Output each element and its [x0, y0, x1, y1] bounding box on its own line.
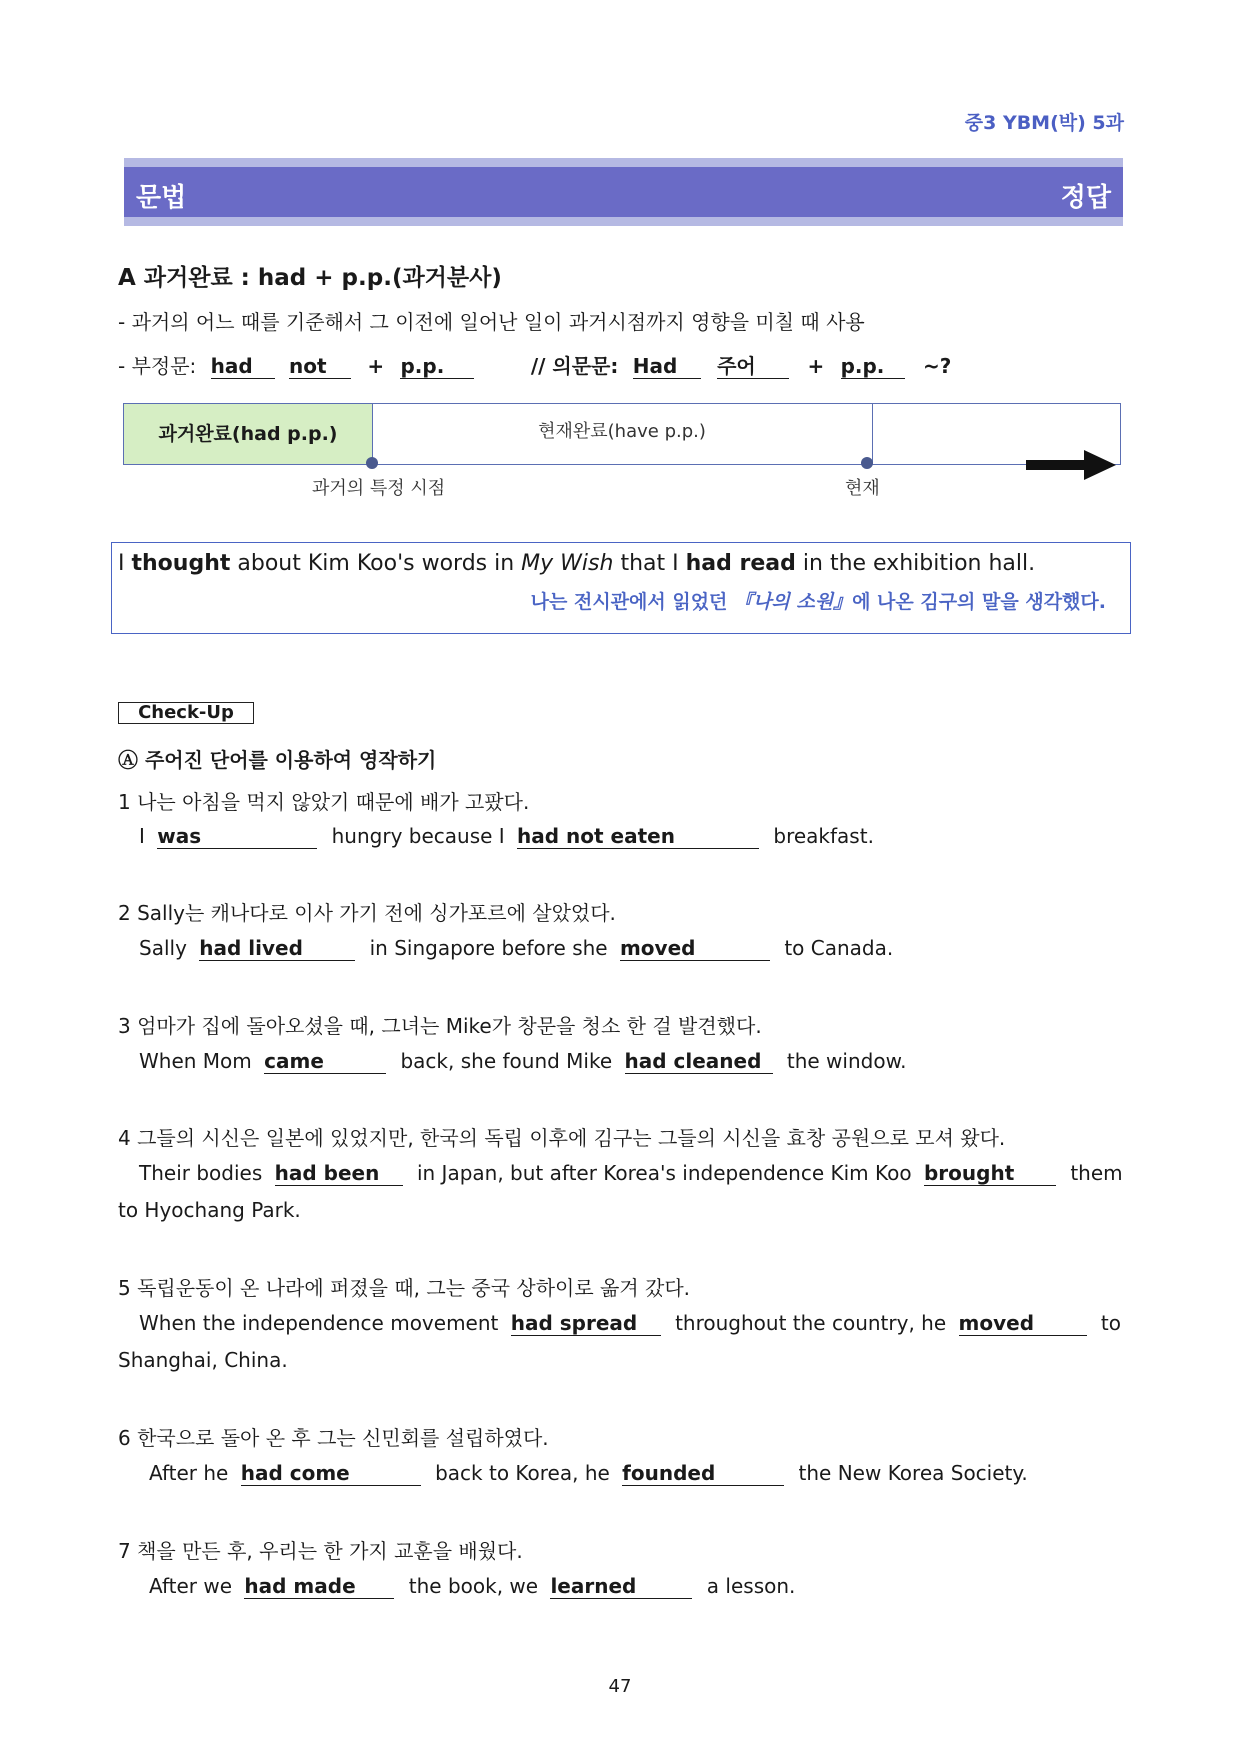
translation-title: 『나의 소원』 — [734, 591, 853, 613]
q-subject: 주어 — [717, 356, 789, 379]
item-english — [139, 1161, 1123, 1186]
past-point-label: 과거의 특정 시점 — [312, 478, 446, 499]
neg-not: not — [289, 356, 351, 379]
item-english — [139, 824, 874, 849]
item-text: breakfast. — [773, 824, 874, 848]
translation-part: 나는 전시관에서 읽었던 — [530, 591, 735, 613]
answer-blank: came — [264, 1051, 386, 1074]
answer-blank: moved — [959, 1313, 1087, 1336]
item-text: After he — [149, 1461, 229, 1485]
answer-blank: moved — [620, 938, 770, 961]
example-sentence — [118, 551, 1035, 576]
item-text: in Japan, but after Korea's independence Kim Koo — [416, 1161, 912, 1185]
item-english-continued: Shanghai, China. — [118, 1348, 288, 1372]
answer-blank: had made — [244, 1576, 394, 1599]
neg-plus: + — [367, 354, 385, 378]
item-text: throughout the country, he — [675, 1311, 947, 1335]
grammar-title: A 과거완료 : had + p.p.(과거분사) — [118, 265, 502, 291]
checkup-label: Check-Up — [118, 702, 254, 724]
grammar-description: - 과거의 어느 때를 기준해서 그 이전에 일어난 일이 과거시점까지 영향을 미칠 때 사용 — [118, 310, 865, 334]
example-verb-had-read: had read — [685, 551, 796, 576]
item-text: the New Korea Society. — [798, 1461, 1028, 1485]
arrow-right-icon — [1026, 450, 1118, 480]
section-banner — [124, 158, 1123, 226]
item-text: in Singapore before she — [369, 936, 608, 960]
example-word: in the exhibition hall. — [802, 551, 1036, 576]
q-end: ~? — [922, 354, 952, 378]
q-had: Had — [633, 356, 701, 379]
q-pp: p.p. — [841, 356, 905, 379]
example-verb-thought: thought — [131, 551, 231, 576]
item-text: them — [1070, 1161, 1123, 1185]
neg-pp: p.p. — [400, 356, 474, 379]
item-korean: 7 책을 만든 후, 우리는 한 가지 교훈을 배웠다. — [118, 1539, 523, 1563]
item-english — [149, 1461, 1028, 1486]
section-title: 문법 — [136, 183, 187, 213]
task-instruction: Ⓐ 주어진 단어를 이용하여 영작하기 — [118, 748, 437, 772]
example-word: I — [118, 551, 125, 576]
item-text: I — [139, 824, 145, 848]
item-text: to Canada. — [784, 936, 894, 960]
now-marker — [861, 457, 873, 469]
item-english — [139, 1311, 1121, 1336]
example-box — [111, 542, 1131, 634]
translation-part: 에 나온 김구의 말을 생각했다. — [852, 591, 1106, 613]
item-text: When Mom — [139, 1049, 252, 1073]
answer-blank: was — [157, 826, 317, 849]
past-perfect-cell: 과거완료(had p.p.) — [124, 404, 373, 464]
item-text: back to Korea, he — [435, 1461, 610, 1485]
example-title: My Wish — [521, 551, 614, 576]
answer-blank: learned — [550, 1576, 692, 1599]
item-korean: 3 엄마가 집에 돌아오셨을 때, 그녀는 Mike가 창문을 청소 한 걸 발견했다. — [118, 1014, 762, 1038]
present-perfect-cell: 현재완료(have p.p.) — [372, 404, 873, 464]
q-plus: + — [807, 354, 825, 378]
item-korean: 6 한국으로 돌아 온 후 그는 신민회를 설립하였다. — [118, 1426, 549, 1450]
answer-blank: brought — [924, 1163, 1056, 1186]
item-text: Sally — [139, 936, 187, 960]
course-label: 중3 YBM(박) 5과 — [964, 112, 1124, 134]
example-word: that I — [620, 551, 679, 576]
neg-had: had — [211, 356, 275, 379]
item-korean: 4 그들의 시신은 일본에 있었지만, 한국의 독립 이후에 김구는 그들의 시신을 효창 공원으로 모셔 왔다. — [118, 1126, 1006, 1150]
item-english-continued: to Hyochang Park. — [118, 1198, 301, 1222]
example-translation — [531, 587, 1106, 614]
item-korean: 5 독립운동이 온 나라에 퍼졌을 때, 그는 중국 상하이로 옮겨 갔다. — [118, 1276, 691, 1300]
answer-blank: founded — [622, 1463, 784, 1486]
answer-label: 정답 — [1060, 183, 1111, 213]
item-text: the window. — [786, 1049, 907, 1073]
page-number: 47 — [608, 1676, 632, 1697]
example-word: about Kim Koo's words in — [237, 551, 515, 576]
form-line — [118, 350, 951, 379]
question-prefix: // 의문문: — [530, 354, 619, 378]
item-text: a lesson. — [706, 1574, 796, 1598]
answer-blank: had been — [275, 1163, 403, 1186]
item-text: When the independence movement — [139, 1311, 499, 1335]
item-english — [149, 1574, 795, 1599]
now-label: 현재 — [845, 478, 880, 499]
item-text: the book, we — [408, 1574, 539, 1598]
answer-blank: had come — [241, 1463, 421, 1486]
answer-blank: had spread — [511, 1313, 661, 1336]
item-korean: 1 나는 아침을 먹지 않았기 때문에 배가 고팠다. — [118, 790, 530, 814]
item-english — [139, 1049, 906, 1074]
item-text: back, she found Mike — [400, 1049, 613, 1073]
item-text: hungry because I — [331, 824, 505, 848]
answer-blank: had lived — [199, 938, 355, 961]
answer-blank: had cleaned — [625, 1051, 773, 1074]
item-english — [139, 936, 893, 961]
item-korean: 2 Sally는 캐나다로 이사 가기 전에 싱가포르에 살았었다. — [118, 901, 616, 925]
item-text: to — [1100, 1311, 1121, 1335]
past-point-marker — [366, 457, 378, 469]
negative-prefix: - 부정문: — [118, 354, 197, 378]
item-text: Their bodies — [139, 1161, 263, 1185]
item-text: After we — [149, 1574, 233, 1598]
answer-blank: had not eaten — [517, 826, 759, 849]
tense-timeline — [123, 403, 1121, 465]
